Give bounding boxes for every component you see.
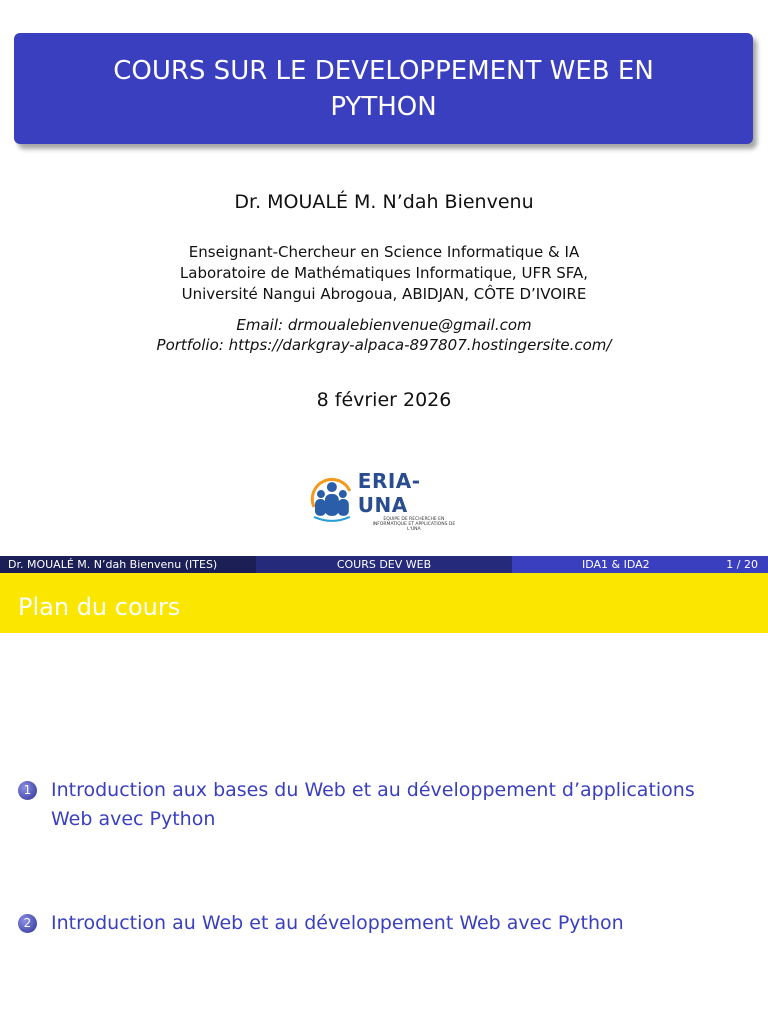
presentation-date: 8 février 2026 <box>316 389 452 411</box>
contact-info <box>0 315 768 355</box>
affiliation-line: Enseignant-Chercheur en Science Informatique & IA <box>188 243 580 261</box>
outline-item[interactable] <box>18 776 718 834</box>
author-name: Dr. MOUALÉ M. N’dah Bienvenu <box>234 191 534 213</box>
title-banner <box>14 33 753 144</box>
outline-item-text[interactable]: Introduction aux bases du Web et au développement d’applications Web avec Python <box>51 779 695 830</box>
affiliation-line: Laboratoire de Mathématiques Informatique, UFR SFA, <box>179 264 589 282</box>
portfolio-text: Portfolio: https://darkgray-alpaca-897807.hostingersite.com/ <box>156 336 612 354</box>
slide-title: COURS SUR LE DEVELOPPEMENT WEB EN PYTHON <box>113 55 654 122</box>
footer-author: Dr. MOUALÉ M. N’dah Bienvenu (ITES) <box>0 556 256 573</box>
eria-una-logo <box>310 470 470 530</box>
outline-item[interactable] <box>18 909 718 938</box>
logo-subtitle: EQUIPE DE RECHERCHE EN INFORMATIQUE ET APPLICATIONS DE L'UNA <box>372 516 456 532</box>
slide-footer <box>0 556 768 573</box>
footer-page-number: 1 / 20 <box>726 558 758 571</box>
logo-name: ERIA-UNA <box>357 468 421 517</box>
footer-course: COURS DEV WEB <box>256 556 512 573</box>
numbered-bullet-icon: 1 <box>18 781 37 800</box>
team-people-icon <box>310 477 354 523</box>
footer-right <box>512 556 768 573</box>
footer-classes: IDA1 & IDA2 <box>582 558 650 571</box>
affiliation <box>0 242 768 305</box>
email-text: Email: drmoualebienvenue@gmail.com <box>236 316 532 334</box>
frame-title: Plan du cours <box>18 593 181 621</box>
affiliation-line: Université Nangui Abrogoua, ABIDJAN, CÔTE D’IVOIRE <box>181 285 587 303</box>
outline-item-text[interactable]: Introduction au Web et au développement Web avec Python <box>51 912 624 934</box>
numbered-bullet-icon: 2 <box>18 914 37 933</box>
